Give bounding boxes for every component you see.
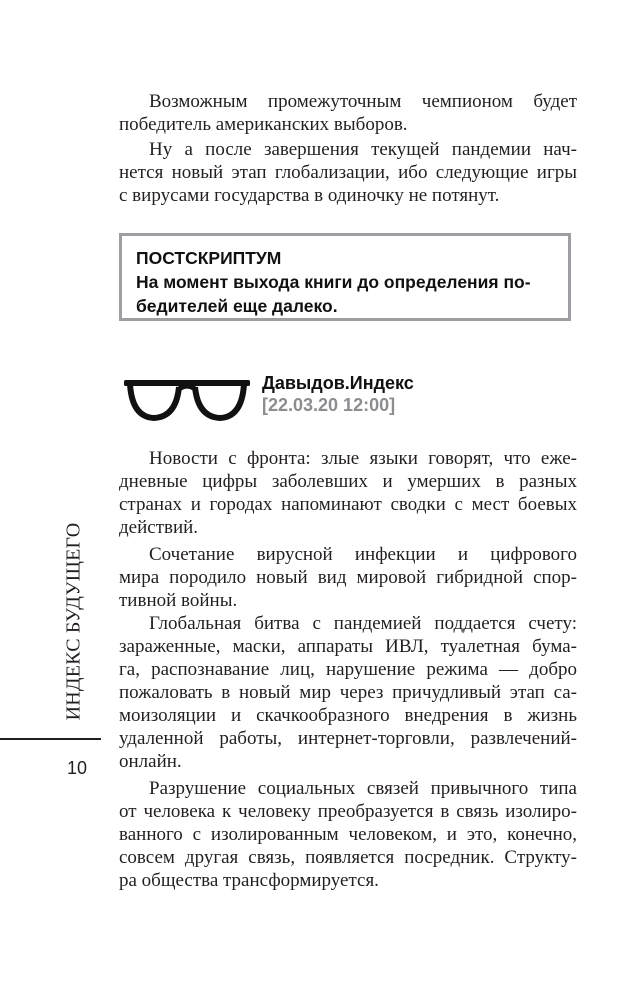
text-line: дневные цифры заболевших и умерших в разных: [119, 471, 577, 492]
intro-paragraph-2: [119, 138, 577, 207]
body-paragraph-2: [119, 543, 577, 612]
book-title: ИНДЕКС БУДУЩЕГО: [62, 522, 85, 720]
text-line: зараженные, маски, аппараты ИВЛ, туалетная бума-: [119, 636, 577, 657]
text-line: Новости с фронта: злые языки говорят, что еже-: [149, 448, 577, 469]
intro-paragraph-1: [119, 90, 577, 136]
glasses-icon: [124, 377, 250, 421]
text-line: нется новый этап глобализации, ибо следующие игры: [119, 162, 577, 183]
text-line: от человека к человеку преобразуется в связь изолиро-: [119, 801, 577, 822]
text-line: победитель американских выборов.: [119, 114, 408, 135]
text-line: тивной войны.: [119, 590, 238, 611]
text-line: Возможным промежуточным чемпионом будет: [149, 91, 577, 112]
text-line: Глобальная битва с пандемией поддается счету:: [149, 613, 577, 634]
text-line: мира породило новый вид мировой гибридной спор-: [119, 567, 577, 588]
text-line: пожаловать в новый мир через причудливый этап са-: [119, 682, 577, 703]
text-line: ра общества трансформируется.: [119, 870, 379, 891]
text-line: странах и городах напоминают сводки с мест боевых: [119, 494, 577, 515]
text-line: удаленной работы, интернет-торговли, развлечений-: [119, 728, 577, 749]
text-line: моизоляции и скачкообразного внедрения в жизнь: [119, 705, 577, 726]
entry-header: [262, 372, 414, 416]
text-line: Сочетание вирусной инфекции и цифрового: [149, 544, 577, 565]
text-line: совсем другая связь, появляется посредник. Структу-: [119, 847, 577, 868]
author-name: Давыдов.Индекс: [262, 373, 414, 393]
body-paragraph-1: [119, 447, 577, 539]
text-line: Разрушение социальных связей привычного типа: [149, 778, 577, 799]
entry-datetime: [22.03.20 12:00]: [262, 395, 396, 415]
postscript-line: бедителей еще далеко.: [136, 296, 338, 316]
running-title: [54, 524, 94, 718]
text-line: Ну а после завершения текущей пандемии нач-: [149, 139, 577, 160]
text-line: га, распознавание лиц, нарушение режима — добро: [119, 659, 577, 680]
text-line: ванного с изолированным человеком, и это, конечно,: [119, 824, 577, 845]
body-paragraph-4: [119, 777, 577, 892]
postscript-line: На момент выхода книги до определения по-: [136, 272, 531, 292]
postscript-heading: ПОСТСКРИПТУМ: [136, 248, 282, 268]
postscript-box: [119, 233, 571, 321]
text-line: онлайн.: [119, 751, 182, 772]
page-number: 10: [67, 758, 88, 778]
text-line: с вирусами государства в одиночку не потянут.: [119, 185, 500, 206]
body-paragraph-3: [119, 612, 577, 773]
sidebar-rule: [0, 738, 101, 740]
text-line: действий.: [119, 517, 199, 538]
